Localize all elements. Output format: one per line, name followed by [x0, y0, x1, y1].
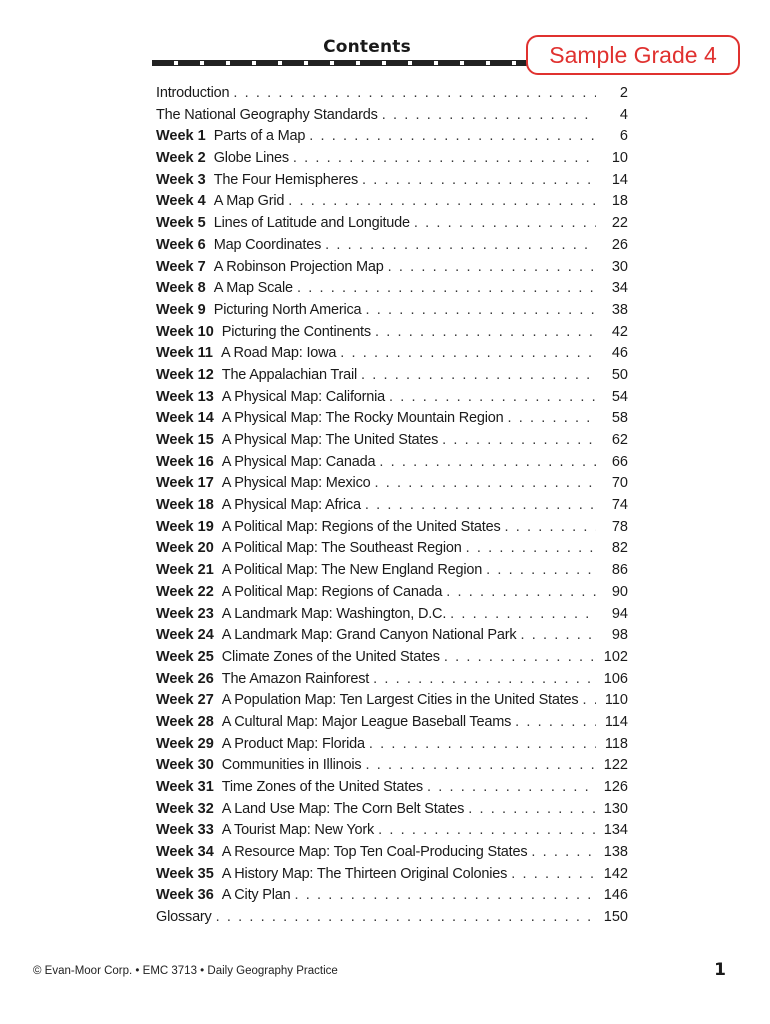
- toc-week-label: Week 20: [156, 540, 214, 557]
- toc-entry: [156, 690, 628, 712]
- dot-leader: [365, 300, 596, 322]
- toc-week-label: Week 19: [156, 518, 214, 535]
- toc-week-label: Week 25: [156, 648, 214, 665]
- toc-entry-title: Communities in Illinois: [221, 757, 362, 774]
- toc-entry-title: Glossary: [156, 909, 212, 926]
- toc-entry-title: A Robinson Projection Map: [213, 258, 384, 275]
- toc-page-number: 110: [604, 692, 628, 709]
- toc-entry-title: A Political Map: Regions of the United States: [221, 518, 501, 535]
- toc-page-number: 6: [619, 128, 628, 145]
- toc-entry-title: Climate Zones of the United States: [221, 648, 440, 665]
- toc-week-label: Week 6: [156, 236, 206, 253]
- toc-page-number: 70: [611, 475, 628, 492]
- sample-grade-badge: Sample Grade 4: [526, 35, 740, 75]
- toc-week-label: Week 32: [156, 800, 214, 817]
- toc-entry: [156, 430, 628, 452]
- dot-leader: [340, 343, 596, 365]
- toc-entry: [156, 495, 628, 517]
- toc-entry-title: Picturing North America: [213, 301, 362, 318]
- toc-entry: [156, 126, 628, 148]
- toc-page-number: 106: [603, 670, 628, 687]
- toc-entry: [156, 864, 628, 886]
- toc-entry: [156, 820, 628, 842]
- dot-leader: [373, 669, 596, 691]
- toc-page-number: 4: [619, 106, 628, 123]
- toc-page-number: 18: [611, 193, 628, 210]
- toc-week-label: Week 3: [156, 171, 206, 188]
- toc-entry-title: A Cultural Map: Major League Baseball Teams: [221, 713, 512, 730]
- toc-page-number: 62: [611, 432, 628, 448]
- page-number: 1: [714, 960, 726, 980]
- dot-leader: [233, 83, 596, 105]
- toc-page-number: 102: [603, 648, 628, 665]
- dot-leader: [531, 842, 596, 864]
- toc-page-number: 30: [611, 258, 628, 275]
- toc-week-label: Week 29: [156, 735, 214, 752]
- toc-page-number: 38: [611, 301, 628, 318]
- dot-leader: [507, 408, 596, 430]
- toc-entry: [156, 387, 628, 409]
- dot-leader: [362, 170, 596, 192]
- toc-page-number: 78: [611, 518, 628, 535]
- toc-entry-title: A Landmark Map: Washington, D.C.: [221, 605, 447, 622]
- toc-entry-title: The Amazon Rainforest: [221, 670, 370, 687]
- toc-week-label: Week 35: [156, 865, 214, 882]
- toc-entry: [156, 734, 628, 756]
- toc-entry-title: A Physical Map: Canada: [221, 453, 376, 470]
- toc-entry-title: Globe Lines: [213, 150, 289, 167]
- toc-page-number: 90: [611, 583, 628, 600]
- toc-page-number: 46: [611, 345, 628, 362]
- toc-page-number: 122: [603, 757, 628, 774]
- toc-week-label: Week 5: [156, 215, 206, 232]
- toc-page-number: 74: [611, 497, 628, 514]
- toc-page-number: 114: [604, 713, 628, 730]
- dot-leader: [466, 538, 596, 560]
- toc-entry-title: Parts of a Map: [213, 128, 306, 145]
- toc-entry-title: A Physical Map: The United States: [221, 432, 439, 448]
- toc-week-label: Week 9: [156, 301, 206, 318]
- toc-week-label: Week 15: [156, 432, 214, 448]
- toc-entry-title: A Population Map: Ten Largest Cities in the United States: [221, 692, 579, 709]
- toc-entry: [156, 907, 628, 929]
- toc-entry: [156, 560, 628, 582]
- toc-entry-title: Lines of Latitude and Longitude: [213, 215, 410, 232]
- toc-entry: [156, 300, 628, 322]
- toc-entry: [156, 885, 628, 907]
- dot-leader: [379, 452, 596, 474]
- toc-entry-title: A Tourist Map: New York: [221, 822, 375, 839]
- toc-entry-title: A Political Map: The New England Region: [221, 562, 483, 579]
- toc-week-label: Week 26: [156, 670, 214, 687]
- toc-page-number: 130: [603, 800, 628, 817]
- toc-page-number: 50: [611, 366, 628, 383]
- toc-entry-title: A Landmark Map: Grand Canyon National Park: [221, 627, 517, 644]
- dot-leader: [361, 365, 596, 387]
- toc-entry-title: Introduction: [156, 85, 230, 101]
- toc-week-label: Week 12: [156, 366, 214, 383]
- toc-week-label: Week 31: [156, 779, 214, 795]
- dot-leader: [375, 322, 596, 344]
- toc-entry: [156, 170, 628, 192]
- toc-page-number: 34: [611, 280, 628, 297]
- dot-leader: [414, 213, 596, 235]
- dot-leader: [378, 820, 596, 842]
- toc-entry: [156, 148, 628, 170]
- toc-entry: [156, 538, 628, 560]
- toc-entry-title: Time Zones of the United States: [221, 779, 423, 795]
- toc-entry: [156, 191, 628, 213]
- dot-leader: [325, 235, 596, 257]
- toc-entry-title: A Map Grid: [213, 193, 285, 210]
- dot-leader: [450, 604, 596, 626]
- toc-week-label: Week 22: [156, 583, 214, 600]
- toc-entry: [156, 257, 628, 279]
- toc-entry: [156, 343, 628, 365]
- dot-leader: [486, 560, 596, 582]
- dot-leader: [444, 647, 596, 669]
- dot-leader: [365, 495, 596, 517]
- toc-page-number: 26: [611, 236, 628, 253]
- toc-entry-title: The Four Hemispheres: [213, 171, 358, 188]
- dot-leader: [216, 907, 596, 929]
- toc-page-number: 14: [611, 171, 628, 188]
- toc-entry-title: A Political Map: Regions of Canada: [221, 583, 443, 600]
- dot-leader: [297, 278, 596, 300]
- toc-page-number: 94: [611, 605, 628, 622]
- toc-page-number: 10: [611, 150, 628, 167]
- toc-entry-title: Map Coordinates: [213, 236, 322, 253]
- dot-leader: [288, 191, 596, 213]
- toc-entry: [156, 408, 628, 430]
- toc-week-label: Week 1: [156, 128, 206, 145]
- dot-leader: [442, 430, 596, 452]
- toc-entry: [156, 755, 628, 777]
- toc-entry: [156, 517, 628, 539]
- dot-leader: [468, 799, 596, 821]
- toc-week-label: Week 16: [156, 453, 214, 470]
- toc-entry-title: A Political Map: The Southeast Region: [221, 540, 462, 557]
- toc-week-label: Week 36: [156, 887, 214, 904]
- toc-entry-title: Picturing the Continents: [221, 323, 371, 340]
- toc-entry: [156, 669, 628, 691]
- toc-week-label: Week 30: [156, 757, 214, 774]
- toc-entry: [156, 625, 628, 647]
- toc-week-label: Week 7: [156, 258, 206, 275]
- table-of-contents: [156, 83, 628, 929]
- toc-week-label: Week 27: [156, 692, 214, 709]
- toc-week-label: Week 21: [156, 562, 214, 579]
- toc-entry-title: A City Plan: [221, 887, 291, 904]
- dot-leader: [365, 755, 596, 777]
- toc-page-number: 58: [611, 410, 628, 427]
- toc-week-label: Week 18: [156, 497, 214, 514]
- toc-entry-title: A Resource Map: Top Ten Coal-Producing States: [221, 844, 528, 861]
- dot-leader: [582, 690, 596, 712]
- toc-week-label: Week 17: [156, 475, 214, 492]
- toc-week-label: Week 10: [156, 323, 214, 340]
- toc-week-label: Week 8: [156, 280, 206, 297]
- toc-page-number: 146: [603, 887, 628, 904]
- dot-leader: [382, 105, 596, 127]
- toc-entry: [156, 582, 628, 604]
- page-title: Contents: [300, 37, 434, 57]
- toc-page-number: 86: [611, 562, 628, 579]
- toc-week-label: Week 4: [156, 193, 206, 210]
- toc-entry-title: A Physical Map: California: [221, 388, 386, 405]
- toc-entry: [156, 777, 628, 799]
- toc-entry: [156, 83, 628, 105]
- toc-page-number: 54: [611, 388, 628, 405]
- toc-page-number: 142: [603, 865, 628, 882]
- toc-entry-title: A Map Scale: [213, 280, 293, 297]
- toc-page-number: 150: [603, 909, 628, 926]
- toc-page-number: 42: [611, 323, 628, 340]
- toc-entry: [156, 105, 628, 127]
- toc-entry: [156, 712, 628, 734]
- toc-week-label: Week 28: [156, 713, 214, 730]
- dot-leader: [515, 712, 596, 734]
- dot-leader: [388, 257, 596, 279]
- toc-week-label: Week 11: [156, 345, 213, 362]
- toc-entry: [156, 647, 628, 669]
- toc-page-number: 138: [603, 844, 628, 861]
- dot-leader: [293, 148, 596, 170]
- toc-entry-title: A Physical Map: The Rocky Mountain Region: [221, 410, 504, 427]
- toc-week-label: Week 24: [156, 627, 214, 644]
- dot-leader: [446, 582, 596, 604]
- dot-leader: [369, 734, 596, 756]
- dot-leader: [511, 864, 596, 886]
- dot-leader: [427, 777, 596, 799]
- toc-page-number: 2: [619, 85, 628, 101]
- toc-entry: [156, 604, 628, 626]
- toc-week-label: Week 14: [156, 410, 214, 427]
- dot-leader: [389, 387, 596, 409]
- toc-entry: [156, 213, 628, 235]
- dot-leader: [520, 625, 596, 647]
- dot-leader: [375, 473, 597, 495]
- toc-entry-title: The National Geography Standards: [156, 106, 378, 123]
- toc-week-label: Week 34: [156, 844, 214, 861]
- toc-page-number: 118: [604, 735, 628, 752]
- toc-entry-title: A History Map: The Thirteen Original Colonies: [221, 865, 508, 882]
- toc-entry: [156, 235, 628, 257]
- toc-entry: [156, 278, 628, 300]
- toc-page-number: 66: [611, 453, 628, 470]
- toc-entry-title: A Road Map: Iowa: [220, 345, 337, 362]
- toc-week-label: Week 33: [156, 822, 214, 839]
- toc-entry-title: A Physical Map: Mexico: [221, 475, 371, 492]
- toc-entry-title: The Appalachian Trail: [221, 366, 358, 383]
- toc-week-label: Week 23: [156, 605, 214, 622]
- dot-leader: [505, 517, 596, 539]
- toc-entry-title: A Product Map: Florida: [221, 735, 365, 752]
- toc-page-number: 98: [611, 627, 628, 644]
- toc-entry: [156, 322, 628, 344]
- toc-entry: [156, 473, 628, 495]
- header-rule: [152, 60, 530, 66]
- toc-entry: [156, 799, 628, 821]
- toc-entry: [156, 452, 628, 474]
- toc-page-number: 126: [603, 779, 628, 795]
- toc-entry-title: A Physical Map: Africa: [221, 497, 361, 514]
- toc-entry: [156, 365, 628, 387]
- toc-page-number: 22: [611, 215, 628, 232]
- toc-entry-title: A Land Use Map: The Corn Belt States: [221, 800, 465, 817]
- footer-credit: © Evan-Moor Corp. • EMC 3713 • Daily Geography Practice: [33, 965, 338, 977]
- toc-week-label: Week 13: [156, 388, 214, 405]
- toc-page-number: 134: [603, 822, 628, 839]
- toc-week-label: Week 2: [156, 150, 206, 167]
- dot-leader: [309, 126, 596, 148]
- toc-entry: [156, 842, 628, 864]
- toc-page-number: 82: [611, 540, 628, 557]
- dot-leader: [295, 885, 596, 907]
